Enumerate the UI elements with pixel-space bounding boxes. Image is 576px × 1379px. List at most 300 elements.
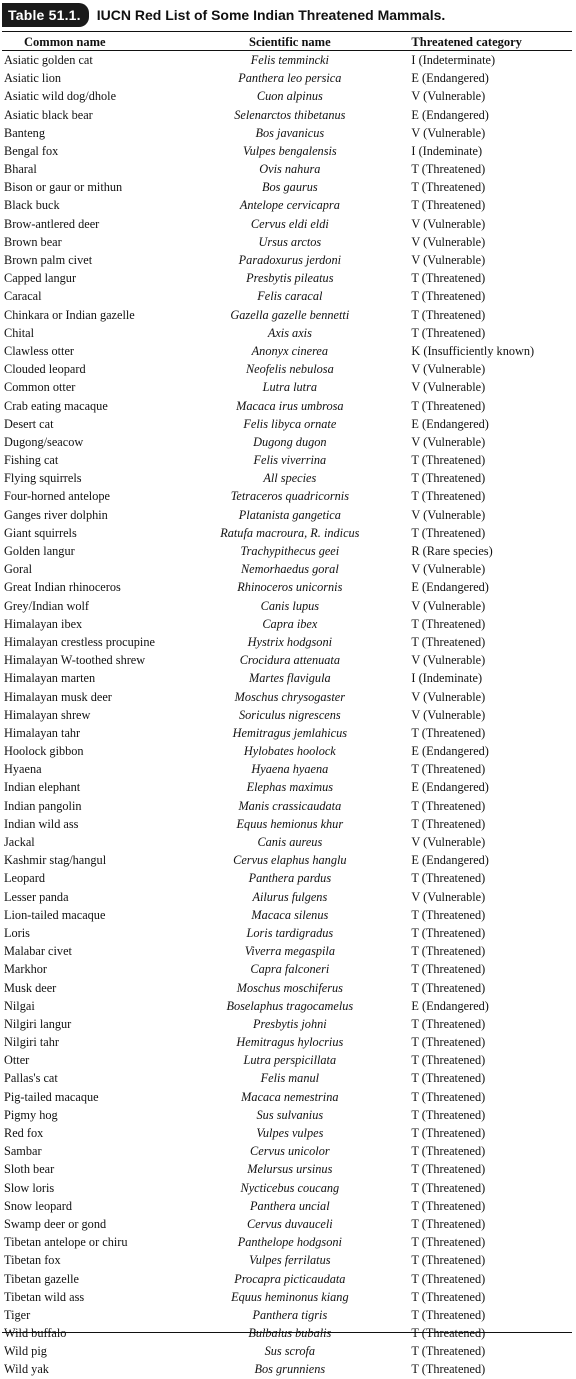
table-row [4, 51, 570, 69]
table-row [4, 1215, 570, 1233]
common-name-cell: Himalayan marten [4, 671, 96, 686]
threatened-category-cell: T (Threatened) [411, 1162, 486, 1177]
threatened-category-cell: T (Threatened) [411, 980, 486, 995]
scientific-name-cell: Melursus ursinus [247, 1162, 333, 1177]
scientific-name-cell: Presbytis pileatus [246, 271, 334, 286]
threatened-category-cell: V (Vulnerable) [411, 889, 486, 904]
common-name-cell: Himalayan ibex [4, 616, 83, 631]
threatened-category-cell: T (Threatened) [411, 325, 486, 340]
common-name-cell: Himalayan shrew [4, 707, 91, 722]
table-row [4, 833, 570, 851]
table-row [4, 851, 570, 869]
scientific-name-cell: Macaca nemestrina [241, 1089, 339, 1104]
table-row [4, 124, 570, 142]
common-name-cell: Swamp deer or gond [4, 1216, 107, 1231]
scientific-name-cell: Felis caracal [257, 289, 323, 304]
common-name-cell: Hyaena [4, 762, 42, 777]
scientific-name-cell: Elephas maximus [246, 780, 334, 795]
table-row [4, 378, 570, 396]
table-row [4, 1106, 570, 1124]
threatened-category-cell: T (Threatened) [411, 271, 486, 286]
common-name-cell: Musk deer [4, 980, 57, 995]
scientific-name-cell: Rhinoceros unicornis [237, 580, 343, 595]
threatened-category-cell: I (Indeminate) [411, 143, 483, 158]
scientific-name-cell: Canis lupus [260, 598, 320, 613]
common-name-cell: Kashmir stag/hangul [4, 853, 107, 868]
scientific-name-cell: Bos gaurus [262, 180, 318, 195]
scientific-name-cell: Martes flavigula [249, 671, 331, 686]
scientific-name-cell: Hemitragus jemlahicus [232, 725, 348, 740]
threatened-category-cell: T (Threatened) [411, 1180, 486, 1195]
common-name-cell: Bengal fox [4, 143, 59, 158]
scientific-name-cell: Viverra megaspila [244, 944, 335, 959]
common-name-cell: Red fox [4, 1126, 44, 1140]
scientific-name-cell: Panthera tigris [252, 1307, 328, 1322]
scientific-name-cell: Equus heminonus kiang [231, 1289, 349, 1304]
threatened-category-cell: T (Threatened) [411, 1016, 486, 1031]
common-name-cell: Bharal [4, 162, 37, 177]
scientific-name-cell: Felis manul [260, 1071, 320, 1086]
threatened-category-cell: T (Threatened) [411, 762, 486, 777]
scientific-name-cell: Paradoxurus jerdoni [238, 253, 342, 267]
scientific-name-cell: Ratufa macroura, R. indicus [220, 525, 360, 540]
table-row [4, 415, 570, 433]
threatened-category-cell: V (Vulnerable) [411, 362, 486, 377]
threatened-category-cell: T (Threatened) [411, 198, 486, 213]
common-name-cell: Himalayan musk deer [4, 689, 112, 704]
scientific-name-cell: Moschus moschiferus [236, 980, 343, 995]
threatened-category-cell: T (Threatened) [411, 925, 486, 940]
common-name-cell: Himalayan W-toothed shrew [4, 653, 146, 668]
scientific-name-cell: Nemorhaedus goral [240, 562, 339, 577]
table-row [4, 69, 570, 87]
common-name-cell: Grey/Indian wolf [4, 598, 90, 613]
table-row [4, 451, 570, 469]
common-name-cell: Loris [4, 925, 30, 940]
common-name-cell: Pallas's cat [4, 1071, 58, 1086]
threatened-category-cell: T (Threatened) [411, 1089, 486, 1104]
table-row [4, 997, 570, 1015]
scientific-name-cell: Manis crassicaudata [238, 798, 342, 813]
common-name-cell: Clawless otter [4, 343, 75, 358]
scientific-name-cell: Ursus arctos [258, 234, 322, 249]
table-row [4, 597, 570, 615]
scientific-name-cell: Bulbalus bubalis [248, 1326, 332, 1341]
table-row [4, 1160, 570, 1178]
threatened-category-cell: V (Vulnerable) [411, 707, 486, 722]
threatened-category-cell: T (Threatened) [411, 871, 486, 886]
common-name-cell: Jackal [4, 835, 35, 849]
common-name-cell: Leopard [4, 871, 45, 886]
scientific-name-cell: Crocidura attenuata [239, 653, 340, 668]
table-row [4, 433, 570, 451]
threatened-category-cell: T (Threatened) [411, 1235, 486, 1250]
scientific-name-cell: Felis libyca ornate [243, 416, 337, 431]
common-name-cell: Nilgiri tahr [4, 1035, 59, 1050]
table-row [4, 960, 570, 978]
common-name-cell: Tibetan gazelle [4, 1271, 80, 1286]
threatened-category-cell: T (Threatened) [411, 1144, 486, 1159]
scientific-name-cell: Cuon alpinus [256, 89, 323, 104]
threatened-category-cell: T (Threatened) [411, 471, 486, 486]
threatened-category-cell: T (Threatened) [411, 162, 486, 177]
threatened-category-cell: T (Threatened) [411, 725, 486, 740]
table-row [4, 669, 570, 687]
table-row [4, 1342, 570, 1360]
table-row [4, 142, 570, 160]
threatened-category-cell: V (Vulnerable) [411, 380, 486, 395]
common-name-cell: Slow loris [4, 1180, 55, 1195]
table-row [4, 979, 570, 997]
scientific-name-cell: Canis aureus [257, 835, 323, 849]
threatened-category-cell: E (Endangered) [411, 853, 489, 868]
threatened-category-cell: R (Rare species) [411, 544, 493, 558]
scientific-name-cell: Macaca silenus [251, 907, 329, 922]
scientific-name-cell: Panthera uncial [250, 1198, 330, 1213]
common-name-cell: Dugong/seacow [4, 434, 84, 449]
scientific-name-cell: Felis temmincki [250, 52, 329, 67]
scientific-name-cell: Axis axis [267, 325, 312, 340]
red-list-table [4, 33, 570, 1379]
table-row [4, 524, 570, 542]
scientific-name-cell: Cervus unicolor [250, 1144, 330, 1159]
table-row [4, 779, 570, 797]
scientific-name-cell: Ovis nahura [259, 162, 321, 177]
common-name-cell: Caracal [4, 289, 42, 304]
common-name-cell: Tibetan wild ass [4, 1289, 85, 1304]
common-name-cell: Common otter [4, 380, 76, 395]
common-name-cell: Sambar [4, 1144, 42, 1159]
header-scientific-name: Scientific name [249, 34, 331, 49]
table-row [4, 1251, 570, 1269]
header-common-name: Common name [24, 34, 106, 49]
common-name-cell: Four-horned antelope [4, 489, 110, 504]
common-name-cell: Desert cat [4, 416, 54, 431]
table-row [4, 688, 570, 706]
table-row [4, 360, 570, 378]
scientific-name-cell: Anonyx cinerea [251, 343, 329, 358]
common-name-cell: Crab eating macaque [4, 398, 108, 413]
table-row [4, 251, 570, 269]
common-name-cell: Capped langur [4, 271, 77, 286]
threatened-category-cell: V (Vulnerable) [411, 562, 486, 577]
threatened-category-cell: T (Threatened) [411, 1216, 486, 1231]
common-name-cell: Pigmy hog [4, 1107, 58, 1122]
common-name-cell: Himalayan crestless procupine [4, 634, 155, 649]
threatened-category-cell: I (Indeterminate) [411, 52, 496, 67]
common-name-cell: Malabar civet [4, 944, 72, 959]
threatened-category-cell: I (Indeminate) [411, 671, 483, 686]
common-name-cell: Wild yak [4, 1362, 49, 1377]
threatened-category-cell: V (Vulnerable) [411, 216, 486, 231]
common-name-cell: Brown bear [4, 234, 62, 249]
table-row [4, 888, 570, 906]
scientific-name-cell: Ailurus fulgens [252, 889, 328, 904]
scientific-name-cell: Capra ibex [262, 616, 318, 631]
table-row [4, 815, 570, 833]
threatened-category-cell: T (Threatened) [411, 634, 486, 649]
common-name-cell: Nilgai [4, 998, 35, 1013]
scientific-name-cell: Sus sulvanius [256, 1107, 324, 1122]
table-row [4, 178, 570, 196]
table-row [4, 1233, 570, 1251]
table-row [4, 342, 570, 360]
common-name-cell: Tibetan fox [4, 1253, 61, 1268]
table-row [4, 633, 570, 651]
scientific-name-cell: Dugong dugon [253, 434, 327, 449]
table-row [4, 488, 570, 506]
threatened-category-cell: T (Threatened) [411, 453, 486, 468]
common-name-cell: Lion-tailed macaque [4, 907, 106, 922]
table-row [4, 160, 570, 178]
table-row [4, 1324, 570, 1342]
table-number-badge: Table 51.1. [2, 3, 89, 27]
threatened-category-cell: T (Threatened) [411, 1198, 486, 1213]
table-row [4, 233, 570, 251]
threatened-category-cell: T (Threatened) [411, 180, 486, 195]
common-name-cell: Wild pig [4, 1344, 47, 1359]
table-row [4, 924, 570, 942]
scientific-name-cell: All species [263, 471, 317, 486]
table-row [4, 287, 570, 305]
table-row [4, 651, 570, 669]
table-row [4, 1270, 570, 1288]
threatened-category-cell: V (Vulnerable) [411, 125, 486, 140]
threatened-category-cell: T (Threatened) [411, 1307, 486, 1322]
common-name-cell: Asiatic wild dog/dhole [4, 89, 117, 104]
common-name-cell: Giant squirrels [4, 525, 77, 540]
table-row [4, 397, 570, 415]
table-row [4, 197, 570, 215]
table-row [4, 942, 570, 960]
threatened-category-cell: T (Threatened) [411, 816, 486, 831]
scientific-name-cell: Gazella gazelle bennetti [230, 307, 350, 322]
scientific-name-cell: Selenarctos thibetanus [234, 107, 346, 122]
threatened-category-cell: V (Vulnerable) [411, 89, 486, 104]
threatened-category-cell: T (Threatened) [411, 1035, 486, 1050]
common-name-cell: Ganges river dolphin [4, 507, 108, 522]
common-name-cell: Asiatic lion [4, 71, 62, 86]
common-name-cell: Indian wild ass [4, 816, 79, 831]
common-name-cell: Tibetan antelope or chiru [4, 1235, 128, 1250]
scientific-name-cell: Panthera leo persica [238, 71, 342, 86]
common-name-cell: Hoolock gibbon [4, 744, 84, 759]
common-name-cell: Asiatic black bear [4, 107, 93, 122]
common-name-cell: Indian elephant [4, 780, 81, 795]
table-row [4, 1142, 570, 1160]
table-row [4, 1033, 570, 1051]
threatened-category-cell: T (Threatened) [411, 1107, 486, 1122]
scientific-name-cell: Trachypithecus geei [240, 544, 340, 558]
common-name-cell: Chinkara or Indian gazelle [4, 307, 135, 322]
table-row [4, 742, 570, 760]
scientific-name-cell: Antelope cervicapra [239, 198, 340, 213]
threatened-category-cell: T (Threatened) [411, 798, 486, 813]
threatened-category-cell: T (Threatened) [411, 525, 486, 540]
common-name-cell: Lesser panda [4, 889, 69, 904]
threatened-category-cell: T (Threatened) [411, 1362, 486, 1377]
table-row [4, 1288, 570, 1306]
threatened-category-cell: V (Vulnerable) [411, 689, 486, 704]
common-name-cell: Banteng [4, 125, 45, 140]
table-row [4, 706, 570, 724]
threatened-category-cell: E (Endangered) [411, 744, 489, 759]
scientific-name-cell: Hystrix hodgsoni [247, 634, 333, 649]
table-row [4, 106, 570, 124]
table-row [4, 797, 570, 815]
scientific-name-cell: Vulpes bengalensis [242, 143, 337, 158]
table-row [4, 215, 570, 233]
scientific-name-cell: Vulpes vulpes [256, 1126, 324, 1140]
common-name-cell: Tiger [4, 1307, 31, 1322]
scientific-name-cell: Hylobates hoolock [243, 744, 336, 759]
threatened-category-cell: T (Threatened) [411, 1289, 486, 1304]
threatened-category-cell: T (Threatened) [411, 907, 486, 922]
scientific-name-cell: Sus scrofa [264, 1344, 316, 1359]
scientific-name-cell: Lutra lutra [262, 380, 317, 395]
scientific-name-cell: Cervus duvauceli [246, 1216, 333, 1231]
table-row [4, 1306, 570, 1324]
threatened-category-cell: V (Vulnerable) [411, 835, 486, 849]
scientific-name-cell: Hemitragus hylocrius [236, 1035, 344, 1050]
table-body [4, 51, 570, 1379]
scientific-name-cell: Neofelis nebulosa [245, 362, 334, 377]
common-name-cell: Golden langur [4, 544, 75, 558]
common-name-cell: Fishing cat [4, 453, 59, 468]
scientific-name-cell: Cervus eldi eldi [250, 216, 329, 231]
table-row [4, 724, 570, 742]
common-name-cell: Flying squirrels [4, 471, 82, 486]
table-row [4, 324, 570, 342]
scientific-name-cell: Loris tardigradus [246, 925, 334, 940]
scientific-name-cell: Macaca irus umbrosa [236, 398, 344, 413]
scientific-name-cell: Nycticebus coucang [240, 1180, 340, 1195]
threatened-category-cell: E (Endangered) [411, 71, 489, 86]
threatened-category-cell: E (Endangered) [411, 780, 489, 795]
table-row [4, 1197, 570, 1215]
scientific-name-cell: Cervus elaphus hanglu [233, 853, 347, 868]
table-row [4, 1070, 570, 1088]
threatened-category-cell: T (Threatened) [411, 1344, 486, 1359]
scientific-name-cell: Bos grunniens [254, 1362, 326, 1377]
common-name-cell: Nilgiri langur [4, 1016, 72, 1031]
scientific-name-cell: Boselaphus tragocamelus [226, 998, 354, 1013]
common-name-cell: Chital [4, 325, 35, 340]
table-title: IUCN Red List of Some Indian Threatened Mammals. [96, 7, 446, 23]
table-caption [2, 1, 445, 29]
threatened-category-cell: T (Threatened) [411, 1126, 486, 1140]
table-row [4, 1051, 570, 1069]
common-name-cell: Indian pangolin [4, 798, 82, 813]
table-row [4, 578, 570, 596]
threatened-category-cell: T (Threatened) [411, 616, 486, 631]
table-row [4, 1088, 570, 1106]
common-name-cell: Brown palm civet [4, 253, 93, 267]
table-row [4, 560, 570, 578]
top-rule [2, 31, 572, 32]
scientific-name-cell: Lutra perspicillata [243, 1053, 337, 1068]
common-name-cell: Brow-antlered deer [4, 216, 100, 231]
threatened-category-cell: T (Threatened) [411, 489, 486, 504]
threatened-category-cell: T (Threatened) [411, 289, 486, 304]
table-row [4, 306, 570, 324]
threatened-category-cell: T (Threatened) [411, 1071, 486, 1086]
scientific-name-cell: Panthera pardus [248, 871, 332, 886]
threatened-category-cell: T (Threatened) [411, 944, 486, 959]
table-row [4, 869, 570, 887]
common-name-cell: Wild buffalo [4, 1326, 67, 1341]
threatened-category-cell: K (Insufficiently known) [411, 343, 535, 358]
table-row [4, 269, 570, 287]
scientific-name-cell: Moschus chrysogaster [234, 689, 345, 704]
scientific-name-cell: Panthelope hodgsoni [237, 1235, 342, 1250]
table-row [4, 542, 570, 560]
common-name-cell: Snow leopard [4, 1198, 72, 1213]
threatened-category-cell: E (Endangered) [411, 107, 489, 122]
table-header-row [4, 33, 570, 51]
common-name-cell: Black buck [4, 198, 60, 213]
threatened-category-cell: E (Endangered) [411, 416, 489, 431]
table-row [4, 1015, 570, 1033]
common-name-cell: Clouded leopard [4, 362, 86, 377]
threatened-category-cell: V (Vulnerable) [411, 434, 486, 449]
threatened-category-cell: V (Vulnerable) [411, 653, 486, 668]
scientific-name-cell: Procapra picticaudata [234, 1271, 346, 1286]
scientific-name-cell: Bos javanicus [255, 125, 325, 140]
table-row [4, 1361, 570, 1379]
threatened-category-cell: V (Vulnerable) [411, 598, 486, 613]
threatened-category-cell: T (Threatened) [411, 1053, 486, 1068]
threatened-category-cell: T (Threatened) [411, 398, 486, 413]
common-name-cell: Himalayan tahr [4, 725, 81, 740]
scientific-name-cell: Hyaena hyaena [251, 762, 329, 777]
threatened-category-cell: T (Threatened) [411, 962, 486, 977]
common-name-cell: Great Indian rhinoceros [4, 580, 121, 595]
table-row [4, 506, 570, 524]
threatened-category-cell: V (Vulnerable) [411, 507, 486, 522]
scientific-name-cell: Vulpes ferrilatus [249, 1253, 331, 1268]
scientific-name-cell: Capra falconeri [250, 962, 330, 977]
table-row [4, 1124, 570, 1142]
threatened-category-cell: T (Threatened) [411, 1271, 486, 1286]
table-row [4, 1179, 570, 1197]
common-name-cell: Markhor [4, 962, 48, 977]
scientific-name-cell: Felis viverrina [253, 453, 327, 468]
table-row [4, 760, 570, 778]
table-row [4, 469, 570, 487]
header-threatened-category: Threatened category [411, 34, 522, 49]
threatened-category-cell: T (Threatened) [411, 307, 486, 322]
scientific-name-cell: Equus hemionus khur [236, 816, 344, 831]
scientific-name-cell: Soriculus nigrescens [239, 707, 341, 722]
table-row [4, 615, 570, 633]
common-name-cell: Asiatic golden cat [4, 52, 93, 67]
scientific-name-cell: Platanista gangetica [238, 507, 341, 522]
threatened-category-cell: E (Endangered) [411, 580, 489, 595]
common-name-cell: Sloth bear [4, 1162, 55, 1177]
common-name-cell: Otter [4, 1053, 30, 1068]
scientific-name-cell: Tetraceros quadricornis [230, 489, 349, 504]
common-name-cell: Bison or gaur or mithun [4, 180, 123, 195]
common-name-cell: Pig-tailed macaque [4, 1089, 99, 1104]
table-row [4, 906, 570, 924]
common-name-cell: Goral [4, 562, 32, 577]
threatened-category-cell: E (Endangered) [411, 998, 489, 1013]
threatened-category-cell: V (Vulnerable) [411, 234, 486, 249]
scientific-name-cell: Presbytis johni [253, 1016, 327, 1031]
threatened-category-cell: V (Vulnerable) [411, 253, 486, 267]
threatened-category-cell: T (Threatened) [411, 1253, 486, 1268]
